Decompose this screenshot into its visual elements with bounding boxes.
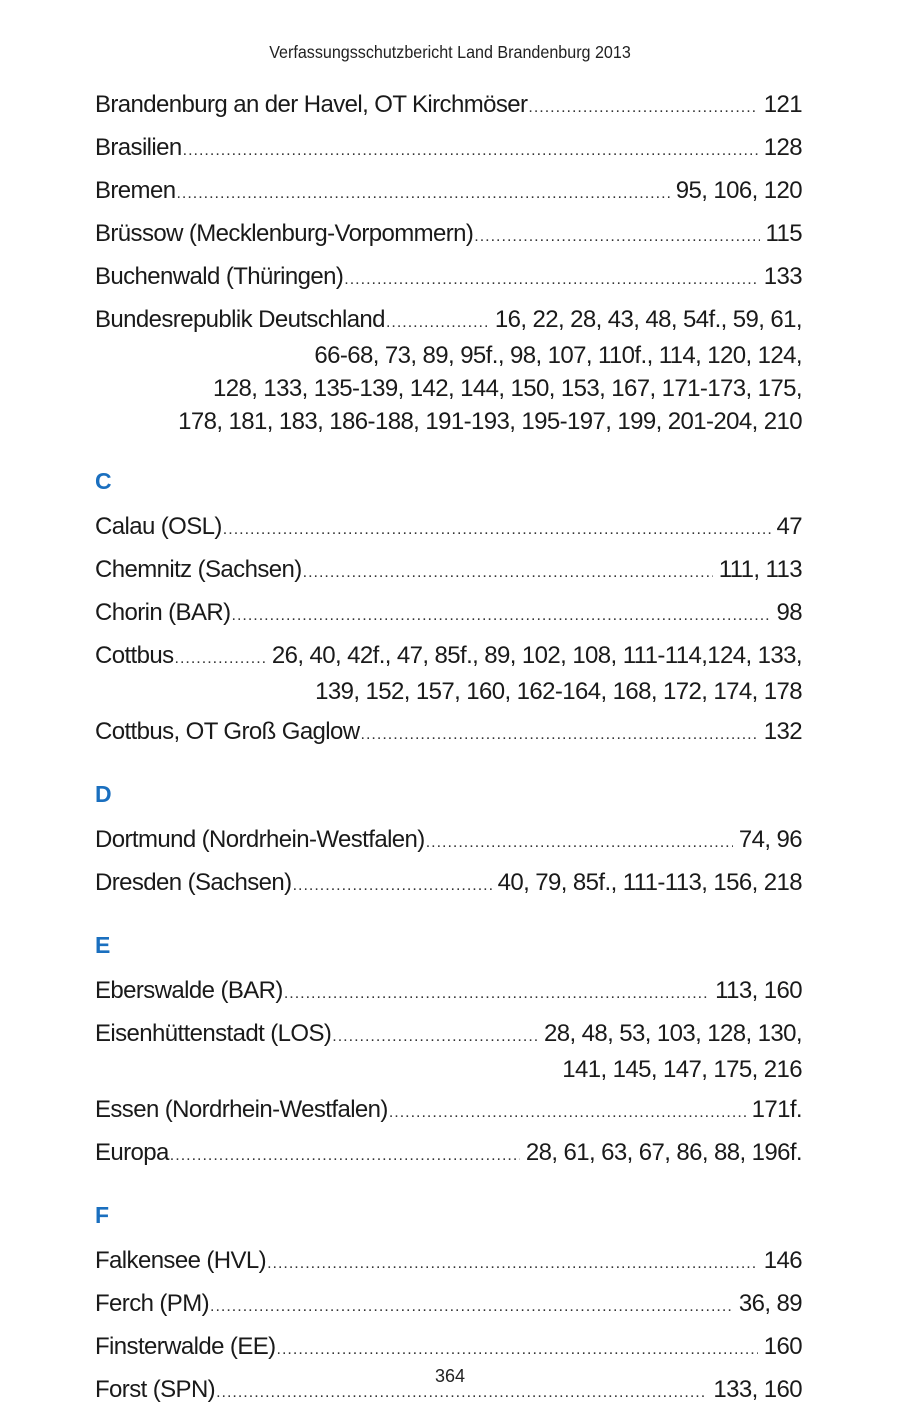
index-term: Dortmund (Nordrhein-Westfalen) [95,826,425,853]
index-pages: 16, 22, 28, 43, 48, 54f., 59, 61, [494,306,802,333]
index-term: Cottbus, OT Groß Gaglow [95,718,360,745]
index-entry-line [95,131,802,167]
index-term: Forst (SPN) [95,1376,216,1403]
index-term: Bundesrepublik Deutschland [95,306,385,333]
index-entry-line [95,639,802,675]
index-pages: 95, 106, 120 [675,177,802,204]
index-term: Dresden (Sachsen) [95,869,292,896]
index-entry [95,1136,802,1172]
index-list [95,88,802,1416]
dot-leader [293,869,492,902]
index-entry-line [95,217,802,253]
dot-leader [223,513,771,546]
dot-leader [389,1096,746,1129]
index-entry [95,131,802,167]
index-pages-continuation: 178, 181, 183, 186-188, 191-193, 195-197, 199, 201-204, 210 [178,408,802,435]
index-pages-continuation: 139, 152, 157, 160, 162-164, 168, 172, 174, 178 [315,678,802,705]
index-pages: 26, 40, 42f., 47, 85f., 89, 102, 108, 111-114,124, 133, [271,642,802,669]
index-entry-line [95,866,802,902]
index-entry-line [95,596,802,632]
index-pages: 40, 79, 85f., 111-113, 156, 218 [497,869,802,896]
index-term: Eisenhüttenstadt (LOS) [95,1020,332,1047]
index-entry-line [95,1287,802,1323]
index-pages: 36, 89 [738,1290,802,1317]
index-pages: 160 [763,1333,802,1360]
index-entry-line [95,510,802,546]
page-number: 364 [434,1366,466,1386]
index-term: Essen (Nordrhein-Westfalen) [95,1096,388,1123]
dot-leader [344,263,757,296]
index-pages-continuation: 66-68, 73, 89, 95f., 98, 107, 110f., 114, 120, 124, [314,342,802,369]
section-heading-f: F [95,1202,110,1228]
index-term: Calau (OSL) [95,513,222,540]
dot-leader [474,220,759,253]
index-entry-line [95,303,802,339]
index-term: Finsterwalde (EE) [95,1333,276,1360]
index-entry-line [95,88,802,124]
index-pages: 171f. [751,1096,802,1123]
index-entry-line [95,174,802,210]
index-entry-line [95,260,802,296]
section-heading-d: D [95,781,112,807]
index-entry [95,1244,802,1280]
index-entry [95,303,802,438]
index-term: Eberswalde (BAR) [95,977,283,1004]
index-pages: 28, 61, 63, 67, 86, 88, 196f. [525,1139,802,1166]
index-pages: 132 [763,718,802,745]
index-entry-line [95,1244,802,1280]
index-entry [95,639,802,708]
dot-leader [386,306,489,339]
index-pages: 121 [763,91,802,118]
dot-leader [528,91,757,124]
section-heading-e: E [95,932,111,958]
index-term: Buchenwald (Thüringen) [95,263,344,290]
index-entry-line [95,1093,802,1129]
index-term: Bremen [95,177,176,204]
index-pages: 28, 48, 53, 103, 128, 130, [544,1020,802,1047]
dot-leader [284,977,709,1010]
section-heading-c: C [95,468,112,494]
index-pages-continuation: 128, 133, 135-139, 142, 144, 150, 153, 167, 171-173, 175, [213,375,802,402]
index-entry-line [95,974,802,1010]
index-pages: 128 [763,134,802,161]
index-entry [95,1330,802,1366]
index-entry [95,1287,802,1323]
index-entry-line [95,553,802,589]
index-entry-line [95,1136,802,1172]
dot-leader [232,599,771,632]
index-entry [95,596,802,632]
index-entry-line [95,823,802,859]
dot-leader [277,1333,758,1366]
index-term: Brandenburg an der Havel, OT Kirchmöser [95,91,528,118]
dot-leader [210,1290,733,1323]
index-entry [95,217,802,253]
dot-leader [303,556,713,589]
index-pages: 133 [763,263,802,290]
dot-leader [176,177,669,210]
index-entry [95,174,802,210]
index-pages: 98 [776,599,802,626]
index-pages: 115 [765,220,802,247]
dot-leader [175,642,266,675]
running-header: Verfassungsschutzbericht Land Brandenburg 2013 [269,42,631,62]
index-term: Brüssow (Mecklenburg-Vorpommern) [95,220,474,247]
index-pages: 111, 113 [718,556,802,583]
index-term: Europa [95,1139,169,1166]
index-entry-line [95,1017,802,1053]
index-term: Falkensee (HVL) [95,1247,267,1274]
dot-leader [183,134,758,167]
index-pages: 113, 160 [715,977,802,1004]
index-entry-line [95,1330,802,1366]
index-entry [95,1017,802,1086]
index-term: Ferch (PM) [95,1290,210,1317]
index-entry [95,1093,802,1129]
index-entry [95,974,802,1010]
index-entry [95,88,802,124]
index-term: Cottbus [95,642,174,669]
index-pages: 74, 96 [738,826,802,853]
index-entry-line [95,715,802,751]
dot-leader [267,1247,758,1280]
dot-leader [332,1020,538,1053]
index-term: Chorin (BAR) [95,599,231,626]
dot-leader [361,718,758,751]
index-term: Chemnitz (Sachsen) [95,556,302,583]
index-entry [95,715,802,751]
index-term: Brasilien [95,134,182,161]
index-entry [95,866,802,902]
index-pages: 146 [763,1247,802,1274]
index-entry [95,553,802,589]
index-pages-continuation: 141, 145, 147, 175, 216 [562,1056,802,1083]
index-entry [95,510,802,546]
dot-leader [426,826,733,859]
index-entry [95,823,802,859]
index-entry [95,260,802,296]
index-pages: 133, 160 [713,1376,802,1403]
dot-leader [170,1139,520,1172]
index-pages: 47 [776,513,802,540]
